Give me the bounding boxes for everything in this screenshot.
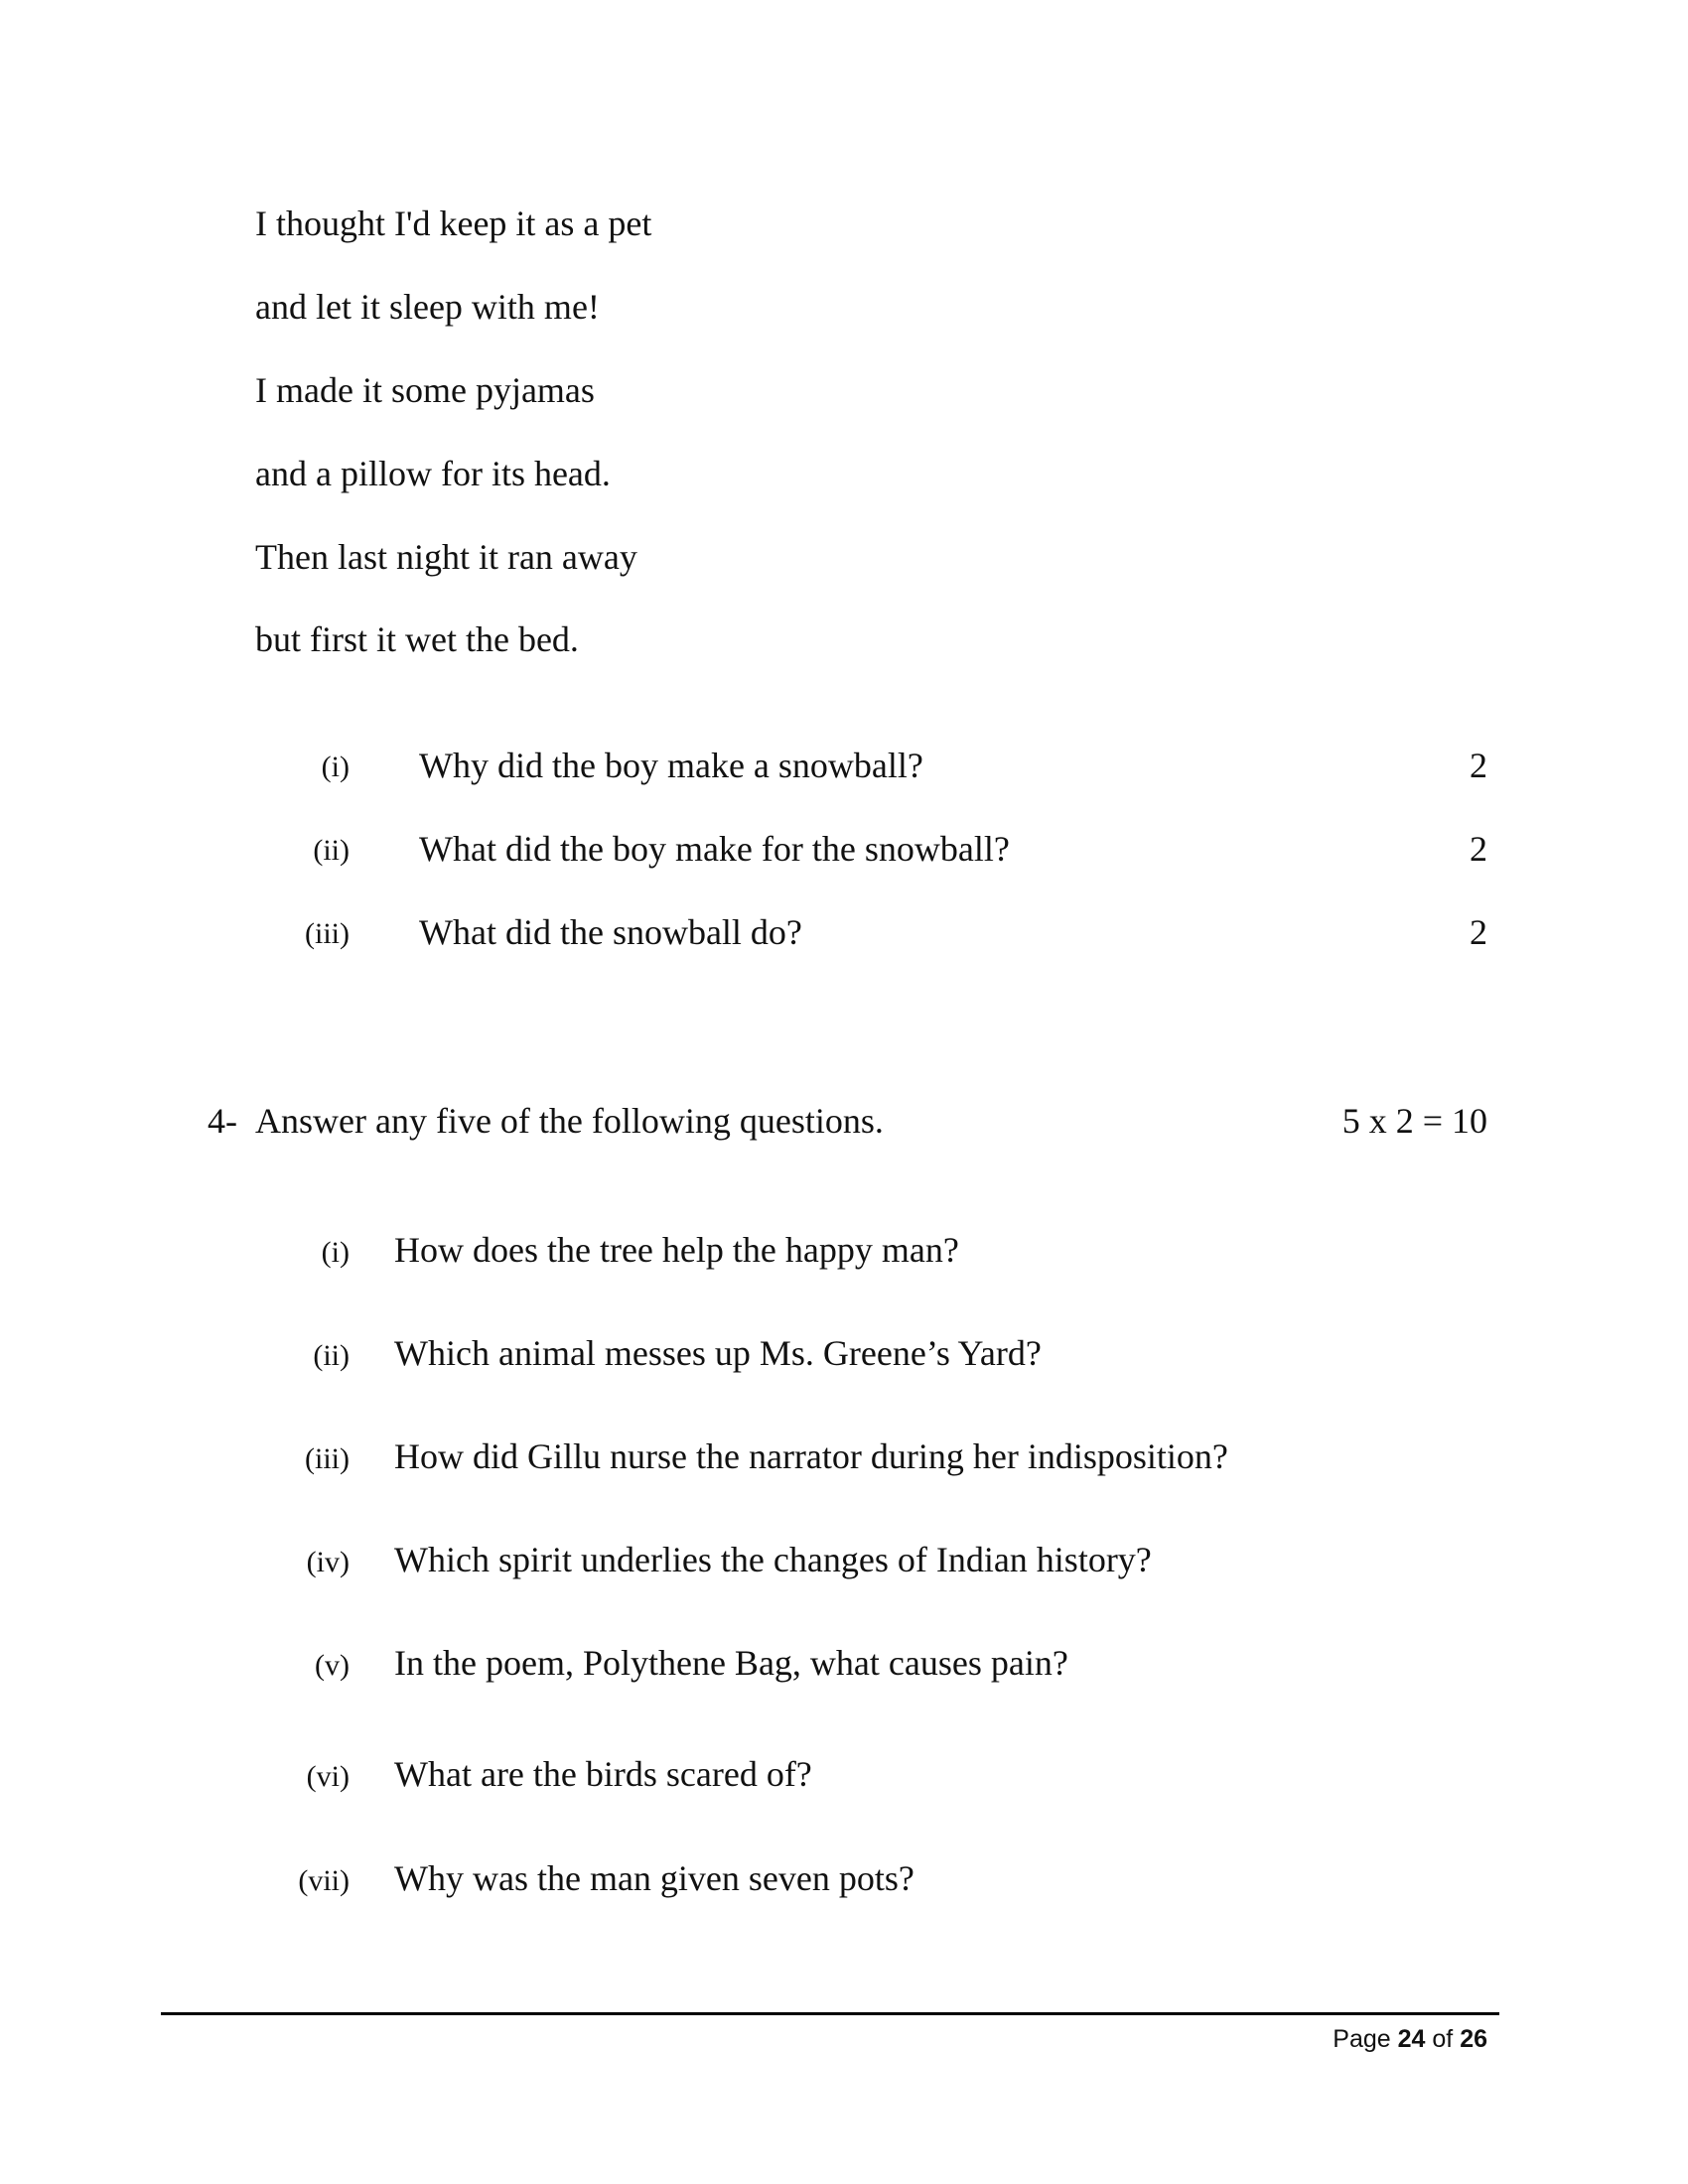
question-number: (vi) (306, 1760, 350, 1793)
question-number: (ii) (313, 834, 350, 867)
question-text: How does the tree help the happy man? (394, 1230, 959, 1270)
question-number: (i) (321, 1236, 350, 1269)
question-number: (i) (321, 751, 350, 783)
poem-line: I made it some pyjamas (255, 370, 595, 410)
question-text: What did the snowball do? (419, 912, 802, 952)
question-text: Which spirit underlies the changes of Indian history? (394, 1540, 1152, 1579)
poem-line: and a pillow for its head. (255, 454, 611, 493)
current-page: 24 (1397, 2025, 1426, 2053)
question-number: (ii) (313, 1339, 350, 1372)
page-number (1291, 2025, 1487, 2054)
question-marks: 2 (1470, 912, 1487, 952)
question-text: Which animal messes up Ms. Greene’s Yard? (394, 1333, 1042, 1373)
question-marks: 5 x 2 = 10 (1341, 1101, 1487, 1141)
question-text: How did Gillu nurse the narrator during her indisposition? (394, 1436, 1228, 1476)
question-text: Why was the man given seven pots? (394, 1858, 914, 1898)
question-text: In the poem, Polythene Bag, what causes pain? (394, 1643, 1068, 1683)
question-number: (v) (315, 1649, 350, 1682)
footer-divider (161, 2012, 1499, 2015)
poem-line: and let it sleep with me! (255, 287, 600, 327)
total-pages: 26 (1460, 2025, 1487, 2053)
question-marks: 2 (1470, 746, 1487, 785)
question-number: (iii) (305, 1442, 350, 1475)
question-number: (iv) (306, 1546, 350, 1578)
question-number: (iii) (305, 917, 350, 950)
question-number: 4- (208, 1101, 237, 1141)
question-text: Why did the boy make a snowball? (419, 746, 923, 785)
question-text: What did the boy make for the snowball? (419, 829, 1010, 869)
poem-line: but first it wet the bed. (255, 619, 579, 659)
of-label: of (1432, 2025, 1454, 2053)
poem-line: I thought I'd keep it as a pet (255, 204, 652, 243)
page-label: Page (1333, 2025, 1391, 2053)
question-instruction: Answer any five of the following questions. (255, 1101, 884, 1141)
poem-line: Then last night it ran away (255, 537, 637, 577)
question-number: (vii) (298, 1864, 350, 1897)
question-marks: 2 (1470, 829, 1487, 869)
question-text: What are the birds scared of? (394, 1754, 812, 1794)
